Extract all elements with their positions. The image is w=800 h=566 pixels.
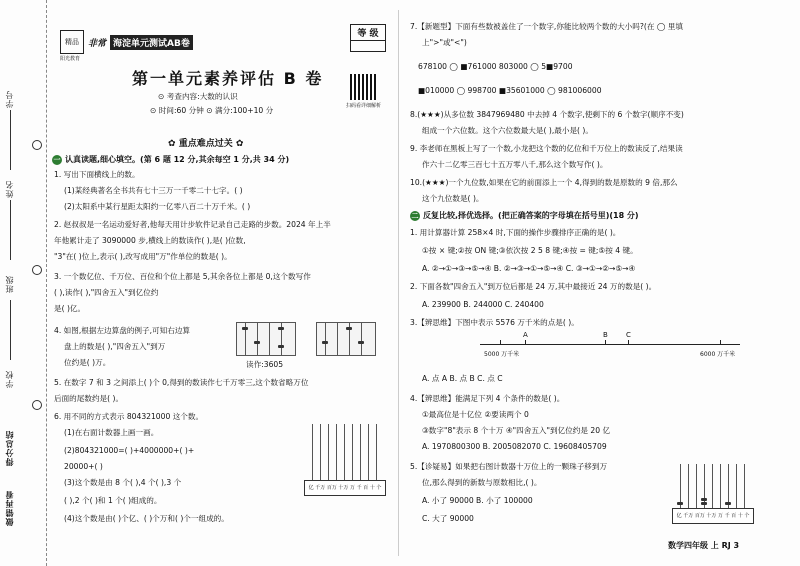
question-line: 位,那么得到的新数与原数相比,( )。 [422, 478, 542, 487]
time-text: 时间:60 分钟 [158, 106, 204, 115]
question-line: 位约是( )万。 [64, 358, 111, 367]
number-line-left-label: 5000 万千米 [484, 351, 520, 358]
question-line: 7.【新题型】下面有些数被盖住了一个数字,你能比较两个数的大小吗?(在 ◯ 里填 [410, 22, 683, 31]
question-line: 上">"或"<") [422, 38, 467, 47]
counter-rod [720, 464, 721, 508]
binding-line [10, 200, 11, 260]
question-line: A. 239900 B. 244000 C. 240400 [422, 300, 544, 309]
question-line: 4. 如图,根据左边算盘的例子,可知右边算 [54, 326, 190, 335]
counter-rod [344, 424, 345, 480]
question-line: (1)某经典著名全书共有七十三万一千零二十七字。( ) [64, 186, 243, 195]
question-line: C. 大了 90000 [422, 514, 474, 523]
abacus-bead [242, 327, 248, 330]
counter-labels: 亿 千万 百万 十万 万 千 百 十 个 [304, 480, 386, 496]
score-text: 满分:100+10 分 [215, 106, 274, 115]
binding-strip [0, 0, 47, 566]
question-line: 5. 在数字 7 和 3 之间添上( )个 0,得到的数读作七千万零三,这个数省略万位 [54, 378, 309, 387]
abacus-bead [346, 327, 352, 330]
question-line: A. 点 A B. 点 B C. 点 C [422, 374, 503, 383]
question-line: 10.(★★★)一个九位数,如果在它的前面添上一个 4,得到的数是原数的 9 倍,那么 [410, 178, 678, 187]
section-1-heading [52, 154, 289, 165]
counter-bead [677, 502, 683, 505]
counter-rod [376, 424, 377, 480]
question-line: (1)在右面计数器上画一画。 [64, 428, 159, 437]
counter-drawing [302, 424, 386, 500]
topic-line: ⊙ 考查内容:大数的认识 [158, 92, 238, 101]
binding-line [10, 300, 11, 360]
focus-heading-text: 重点难点过关 [178, 139, 233, 149]
question-line: (2)太阳系中某行星距太阳约一亿零八百二十万千米。( ) [64, 202, 251, 211]
abacus-rod [325, 323, 326, 355]
question-line: 5.【诊疑易】如果把右图计数器十万位上的一颗珠子移到万 [410, 462, 608, 471]
question-line: 这个九位数是( )。 [422, 194, 484, 203]
point-b-label: B [603, 331, 608, 339]
column-divider [398, 10, 399, 556]
abacus-bead [278, 327, 284, 330]
counter-rod [328, 424, 329, 480]
question-line: 作六十二亿零三百七十五万零八千,那么这个数写作( )。 [422, 160, 608, 169]
question-line: A. 1970800300 B. 2005082070 C. 19608405709 [422, 442, 607, 451]
abacus-bead [278, 345, 284, 348]
question-line: 2. 赵叔叔是一名运动爱好者,他每天用计步软件记录自己走路的步数。2024 年上半 [54, 220, 331, 229]
number-line-axis [480, 344, 740, 345]
question-line: 9. 李老师在黑板上写了一个数,小龙把这个数的亿位和千万位上的数读反了,结果读 [410, 144, 683, 153]
abacus-caption: 读作:3605 [246, 360, 284, 369]
counter-rod [320, 424, 321, 480]
brand-subtitle: 海淀单元测试AB卷 [110, 35, 193, 50]
counter-rod [360, 424, 361, 480]
number-line-tick [500, 340, 501, 345]
question-line: 4.【辨思维】能满足下列 4 个条件的数是( )。 [410, 394, 565, 403]
number-line-tick [605, 340, 606, 345]
page-title: 第一单元素养评估 B 卷 [132, 69, 324, 88]
abacus-rod [257, 323, 258, 355]
counter-rod [352, 424, 353, 480]
question-line: 3. 一个数亿位、千万位、百位和个位上都是 5,其余各位上都是 0,这个数写作 [54, 272, 311, 281]
counter-bead [701, 498, 707, 501]
question-line: "3"在( )位上,表示( ),改写成用"万"作单位的数是( )。 [54, 252, 232, 261]
brand-icon: 精品 [60, 30, 84, 54]
question-line: ( ),读作( ),"四舍五入"到亿位约 [54, 288, 159, 297]
binding-line [10, 110, 11, 170]
question-line: ③数字"8"表示 8 个十万 ④"四舍五入"到亿位约是 20 亿 [422, 426, 611, 435]
question-line: 盘上的数是( ),"四舍五入"到万 [64, 342, 166, 351]
counter-rod [368, 424, 369, 480]
brand-logo [60, 30, 193, 54]
question-line: 8.(★★★)从多位数 3847969480 中去掉 4 个数字,使剩下的 6 个数字(顺序不变) [410, 110, 684, 119]
section-1-title: 认真读题,细心填空。(第 6 题 12 分,其余每空 1 分,共 34 分) [65, 155, 290, 164]
number-line-tick [720, 340, 721, 345]
counter-labels: 亿 千万 百万 十万 万 千 百 十 个 [672, 508, 754, 524]
binding-label-student-id: 学号 [5, 90, 14, 108]
question-line: (2)804321000=( )+4000000+( )+ [64, 446, 195, 455]
binding-label-review: 做错再看 [5, 490, 14, 526]
question-line: ( ),2 个( )和 1 个( )组成的。 [64, 496, 162, 505]
question-line: 1. 用计算器计算 258×4 时,下面的操作步骤排序正确的是( )。 [410, 228, 621, 237]
grade-label: 等 级 [351, 25, 385, 41]
question-line: 后面的尾数约是( )。 [54, 394, 124, 403]
question-line: ■010000 ◯ 998700 ■35601000 ◯ 981006000 [418, 86, 602, 95]
counter-bead [701, 502, 707, 505]
counter-rod [696, 464, 697, 508]
qr-caption: 扫码看详细解析 [346, 103, 382, 109]
counter-rod [736, 464, 737, 508]
footer [668, 540, 739, 551]
counter-rod [312, 424, 313, 480]
question-line: A. ②→①→③→⑤→④ B. ②→③→①→⑤→④ C. ③→①→②→⑤→④ [422, 264, 636, 273]
question-line: A. 小了 90000 B. 小了 100000 [422, 496, 533, 505]
question-line: (3)这个数是由 8 个( ),4 个( ),3 个 [64, 478, 182, 487]
number-line [480, 331, 740, 364]
footer-text: 数学四年级 上 RJ [668, 541, 731, 550]
section-2-heading [410, 210, 639, 221]
point-c-label: C [626, 331, 631, 339]
binding-label-name: 姓名 [5, 180, 14, 198]
section-1-number: 一 [53, 155, 61, 164]
counter-drawing-2 [670, 464, 754, 526]
question-line: ①按 × 键;②按 ON 键;③依次按 2 5 8 键;④按 = 键;⑤按 4 键。 [422, 246, 638, 255]
abacus-question [316, 322, 376, 356]
binding-label-score-summary: 得分总结 [5, 430, 14, 466]
brand-caption: 阳光教育 [60, 56, 81, 62]
counter-rod [688, 464, 689, 508]
focus-heading: ✿ 重点难点过关 ✿ [168, 139, 244, 149]
number-line-tick [628, 340, 629, 345]
counter-rod [744, 464, 745, 508]
question-line: 2. 下面各数"四舍五入"到万位后都是 24 万,其中最接近 24 万的数是( )。 [410, 282, 657, 291]
abacus-example [236, 322, 296, 356]
abacus-bead [358, 341, 364, 344]
number-line-right-label: 6000 万千米 [700, 351, 736, 358]
question-line: 3.【辨思维】下图中表示 5576 万千米的点是( )。 [410, 318, 579, 327]
abacus-bead [322, 341, 328, 344]
section-2-title: 反复比较,择优选择。(把正确答案的字母填在括号里)(18 分) [423, 211, 639, 220]
topic-text: 考查内容:大数的认识 [166, 92, 238, 101]
binding-label-class: 班级 [5, 275, 14, 293]
question-line: 1. 写出下面横线上的数。 [54, 170, 140, 179]
page-number: 3 [733, 541, 740, 550]
binding-label-school: 学校 [5, 370, 14, 388]
abacus-rod [337, 323, 338, 355]
question-line: 678100 ◯ ■761000 803000 ◯ 5■9700 [418, 62, 573, 71]
meta-line: ⊙ 时间:60 分钟 ⊙ 满分:100+10 分 [150, 106, 274, 115]
grade-box [350, 24, 386, 52]
qr-code [350, 74, 376, 100]
question-line: 6. 用不同的方式表示 804321000 这个数。 [54, 412, 204, 421]
counter-bead [725, 502, 731, 505]
abacus-rod [361, 323, 362, 355]
brand-name: 非常 [88, 38, 107, 49]
binding-hole [32, 140, 42, 150]
counter-rod [336, 424, 337, 480]
point-a-label: A [523, 331, 528, 339]
number-line-tick [525, 340, 526, 345]
abacus-rod [269, 323, 270, 355]
question-line: 年他累计走了 3090000 步,横线上的数读作( ),是( )位数, [54, 236, 246, 245]
counter-rod [712, 464, 713, 508]
abacus-bead [254, 341, 260, 344]
binding-hole [32, 265, 42, 275]
question-line: 是( )亿。 [54, 304, 86, 313]
binding-hole [32, 400, 42, 410]
question-line: ①最高位是十亿位 ②要读两个 0 [422, 410, 529, 419]
question-line: (4)这个数是由( )个亿、( )个万和( )个一组成的。 [64, 514, 229, 523]
section-2-number: 二 [411, 211, 419, 220]
question-line: 20000+( ) [64, 462, 103, 471]
question-line: 组成一个六位数。这个六位数最大是( ),最小是( )。 [422, 126, 593, 135]
